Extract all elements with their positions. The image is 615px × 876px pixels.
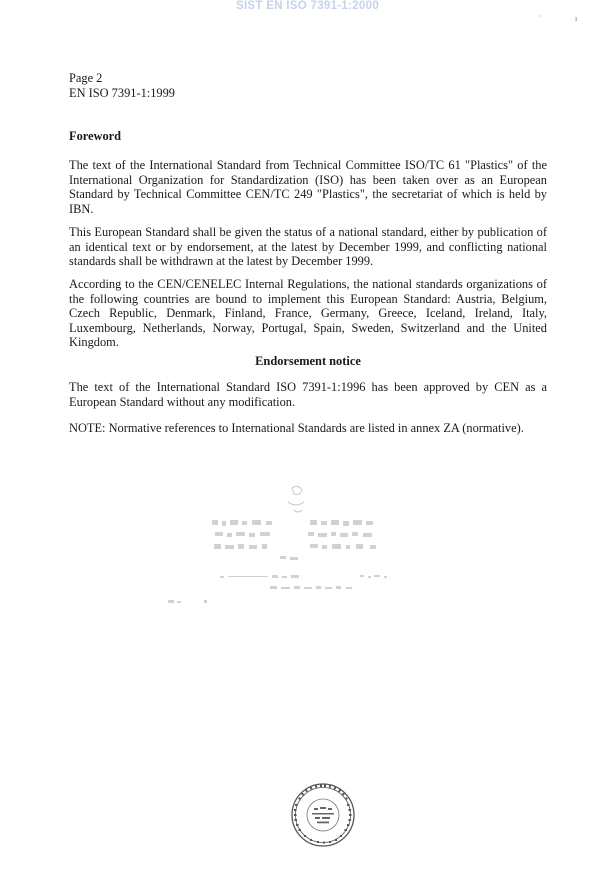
foreword-heading: Foreword [69, 129, 122, 143]
endorsement-heading: Endorsement notice [255, 354, 361, 368]
standard-reference: EN ISO 7391-1:1999 [69, 86, 176, 100]
official-seal [290, 782, 356, 848]
watermark-header: SIST EN ISO 7391-1:2000 [235, 0, 380, 12]
faded-approval-stamp [160, 480, 420, 610]
foreword-paragraph-1: The text of the International Standard from Technical Committee ISO/TC 61 "Plastics" of the International Organization for Standardization (ISO) has been taken over as an European Standard by Technical Committee CEN/TC 249 "Plastics", the secretariat of which is held by IBN. [69, 158, 547, 216]
page-number: Page 2 [69, 71, 103, 85]
endorsement-text: The text of the International Standard ISO 7391-1:1996 has been approved by CEN as a European Standard without any modification. [69, 380, 547, 409]
normative-note: NOTE: Normative references to International Standards are listed in annex ZA (normative). [69, 421, 524, 435]
foreword-paragraph-3: According to the CEN/CENELEC Internal Regulations, the national standards organizations of the following countries are bound to implement this European Standard: Austria, Belgium, Czech Republic, Denmark, Finland, France, Germany, Greece, Iceland, Ireland, Italy, Luxembourg, Netherlands, Norway, Portugal, Spain, Sweden, Switzerland and the United Kingdom. [69, 277, 547, 350]
page-meta [69, 71, 175, 101]
foreword-paragraph-2: This European Standard shall be given the status of a national standard, either by publication of an identical text or by endorsement, at the latest by December 1999, and conflicting national standards shall be withdrawn at the latest by December 1999. [69, 225, 547, 269]
